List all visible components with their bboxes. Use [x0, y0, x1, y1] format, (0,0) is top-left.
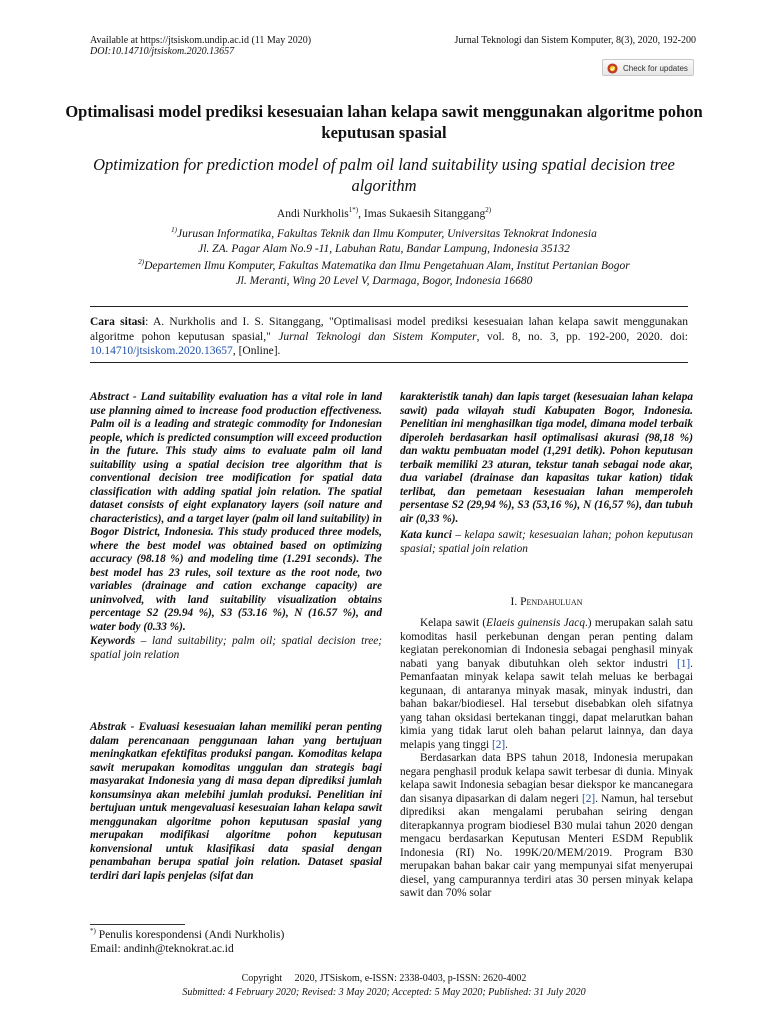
- keywords-english-list: – land suitability; palm oil; spatial decision tree; spatial join relation: [90, 635, 382, 661]
- keywords-indonesian-label: Kata kunci: [400, 529, 452, 541]
- abstract-indonesian-text-left: Abstrak - Evaluasi kesesuaian lahan memiliki peran penting dalam perencanaan penggunaan lahan yang bertujuan meningkatkan efektifitas produksi pangan. Komoditas kelapa sawit merupakan komoditas unggulan dan strategis bagi masyarakat Indonesia yang di masa depan diprediksi jumlah konsumsinya akan melebihi jumlah produksi. Penelitian ini bertujuan untuk mengevaluasi kesesuaian lahan kelapa sawit menggunakan algoritme pohon keputusan spasial yang merupakan modifikasi algoritme pohon keputusan konvensional untuk klasifikasi data spasial dengan penambahan berupa spatial join relation. Dataset spasial terdiri dari lapis penjelas (sifat dan: [90, 721, 382, 882]
- footer-copyright: Copyright 2020, JTSiskom, e-ISSN: 2338-0403, p-ISSN: 2620-4002: [241, 973, 527, 984]
- affiliation-1-line1: Jurusan Informatika, Fakultas Teknik dan Ilmu Komputer, Universitas Teknokrat Indonesia: [177, 228, 597, 240]
- affiliation-1-line2: Jl. ZA. Pagar Alam No.9 -11, Labuhan Ratu, Bandar Lampung, Indonesia 35132: [198, 243, 570, 255]
- citation-rule-bottom: [90, 362, 688, 363]
- affiliation-2-line2: Jl. Meranti, Wing 20 Level V, Darmaga, Bogor, Indonesia 16680: [235, 275, 533, 287]
- author-list: [60, 207, 708, 221]
- author-1: Andi Nurkholis: [276, 208, 349, 220]
- abstract-english-text: Abstract - Land suitability evaluation has a vital role in land use planning aimed to increase food production effectiveness. Palm oil is a leading and strategic commodity for Indonesian people, which is predicted consumption will exceed production in the future. This study aims to evaluate palm oil land suitability using a spatial decision tree algorithm that is conventional decision tree modification for spatial data classification with adding spatial join relation. The spatial dataset consists of eight explanatory layers (soil nature and characteristics), and a target layer (palm oil land suitability) in Bogor District, Indonesia. This study produced three models, where the best model was obtained based on optimizing accuracy (98.18 %) and modeling time (1.291 seconds). The best model has 23 rules, soil texture as the root node, two variables (drainage and cation exchange capacity) are uninvolved, with land suitability visualization obtains percentage S2 (29.94 %), S3 (53.16 %), N (16.57 %), and water body (0.33 %).: [90, 391, 382, 633]
- author-separator: ,: [358, 208, 364, 220]
- abstract-indonesian-part2: [400, 391, 693, 556]
- intro-p1-text-a: Kelapa sawit (: [420, 617, 487, 629]
- intro-p2-text-a: Berdasarkan data BPS tahun 2018, Indonesia merupakan negara penghasil produk kelapa sawit terbesar di dunia. Minyak kelapa sawit Indonesia sebagian besar diekspor ke mancanegara dan sisanya dipasarkan di dalam negeri: [400, 752, 693, 805]
- footnote: [90, 928, 284, 956]
- footer-dates: Submitted: 4 February 2020; Revised: 3 May 2020; Accepted: 5 May 2020; Published: 31 July 2020: [182, 987, 586, 998]
- affiliation-2-line1: Departemen Ilmu Komputer, Fakultas Matematika dan Ilmu Pengetahuan Alam, Institut Pertanian Bogor: [144, 260, 630, 272]
- footnote-email: Email: andinh@teknokrat.ac.id: [90, 943, 234, 955]
- footnote-line1: Penulis korespondensi (Andi Nurkholis): [95, 929, 285, 941]
- journal-reference: Jurnal Teknologi dan Sistem Komputer, 8(3), 2020, 192-200: [454, 35, 696, 46]
- section-title: endahuluan: [526, 596, 583, 608]
- intro-p1-text-b: .) merupakan salah satu komoditas hasil perkebunan dengan peran penting dalam kegiatan perekonomian di Indonesia sebagai penghasil minyak nabati yang banyak dibutuhkan oleh sektor industri: [400, 617, 694, 670]
- title-english: Optimization for prediction model of palm oil land suitability using spatial decision tree algorithm: [93, 155, 675, 195]
- citation-doi-link[interactable]: 10.14710/jtsiskom.2020.13657: [90, 345, 233, 357]
- citation-text-3: , [Online].: [232, 345, 281, 357]
- intro-p2-text-b: . Namun, hal tersebut diprediksi akan mengalami perubahan seiring dengan diterapkannya program biodiesel B30 mulai tahun 2020 dengan mengacu berdasarkan Keputusan Menteri ESDM Republik Indonesia (RI) No. 199K/20/MEM/2019. Program B30 merupakan bahan bakar cair yang mempunyai sifat menyerupai diesel, yang campurannya terdiri atas 30 persen minyak kelapa sawit dan 70% solar: [400, 792, 693, 899]
- citation-label: Cara sitasi: [90, 316, 146, 328]
- section-heading-introduction: [400, 596, 693, 610]
- affiliation-2-mark: 2): [138, 258, 145, 267]
- intro-paragraph-1: [400, 617, 693, 752]
- footnote-mark: *): [90, 927, 96, 936]
- abstract-indonesian-part1: [90, 721, 382, 883]
- citation-text-2: , vol. 8, no. 3, pp. 192-200, 2020. doi:: [476, 330, 688, 343]
- check-for-updates-button[interactable]: [602, 59, 694, 76]
- citation-text-1: : A. Nurkholis and I. S. Sitanggang, "Optimalisasi model prediksi kesesuaian lahan kelapa sawit menggunakan algoritme pohon keputusan spasial,": [90, 316, 688, 343]
- keywords-indonesian: [400, 529, 693, 556]
- keywords-indonesian-list: – kelapa sawit; kesesuaian lahan; pohon keputusan spasial; spatial join relation: [400, 529, 693, 555]
- author-2-mark: 2): [485, 206, 492, 215]
- reference-link-3[interactable]: [2]: [581, 792, 596, 805]
- intro-p1-species: Elaeis guinensis Jacq: [486, 617, 585, 629]
- check-updates-badge-icon: [607, 63, 618, 74]
- intro-paragraph-2: [400, 752, 693, 901]
- reference-link-1[interactable]: [1]: [676, 657, 691, 670]
- author-2: Imas Sukaesih Sitanggang: [363, 208, 486, 220]
- footnote-rule: [90, 924, 185, 925]
- section-number: I. P: [510, 596, 527, 608]
- affiliation-1-mark: 1): [171, 226, 177, 235]
- doi-line: DOI:10.14710/jtsiskom.2020.13657: [90, 46, 235, 57]
- keywords-english: [90, 635, 382, 662]
- keywords-english-label: Keywords: [90, 635, 136, 647]
- author-1-mark: 1*): [348, 206, 359, 215]
- availability-line: Available at https://jtsiskom.undip.ac.id (11 May 2020): [90, 35, 312, 46]
- introduction-body: [400, 617, 693, 901]
- citation-journal: Jurnal Teknologi dan Sistem Komputer: [278, 330, 477, 343]
- intro-p1-text-d: .: [505, 738, 508, 751]
- citation-block: [90, 315, 688, 359]
- reference-link-2[interactable]: [2]: [491, 738, 506, 751]
- check-updates-label: Check for updates: [623, 64, 688, 73]
- abstract-english: [90, 391, 382, 662]
- affiliation-1: [60, 227, 708, 257]
- title-indonesian: Optimalisasi model prediksi kesesuaian lahan kelapa sawit menggunakan algoritme pohon keputusan spasial: [65, 102, 703, 142]
- intro-p1-text-c: . Pemanfaatan minyak kelapa sawit telah meluas ke berbagai kegunaan, di antaranya minyak masak, minyak industri, dan bahan bakar/biodiesel. Hal tersebut disebabkan oleh sifatnya yang tahan oksidasi bertekanan tinggi, dapat melarutkan bahan kimia yang tidak larut oleh bahan pelarut lainnya, dan daya melapis yang tinggi: [400, 657, 693, 751]
- abstract-indonesian-text-right: karakteristik tanah) dan lapis target (kesesuaian lahan kelapa sawit) pada wilayah studi Kabupaten Bogor, Indonesia. Penelitian ini menghasilkan tiga model, dimana model terbaik diperoleh berdasarkan hasil optimalisasi akurasi (98,18 %) dan waktu pembuatan model (1,291 detik). Pohon keputusan terbaik memiliki 23 aturan, tekstur tanah sebagai node akar, dua variabel (drainase dan kapasitas tukar kation) tidak terlibat, dan pemetaan kesesuaian lahan memperoleh persentase S2 (29,94 %), S3 (53,16 %), N (16,57 %), dan tubuh air (0,33 %).: [400, 391, 693, 525]
- affiliation-2: [60, 259, 708, 289]
- citation-rule-top: [90, 306, 688, 307]
